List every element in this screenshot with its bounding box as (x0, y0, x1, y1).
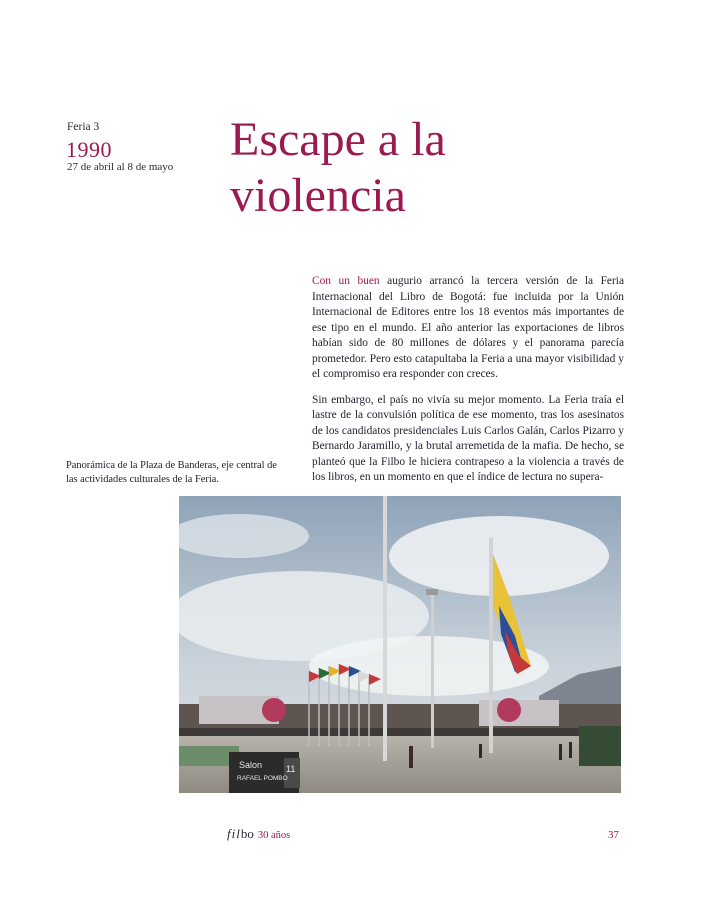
feria-number-label: Feria 3 (67, 121, 100, 133)
title-line-2: violencia (230, 169, 406, 222)
plaza-photo-illustration (179, 496, 621, 793)
plaza-photo (179, 496, 621, 793)
paragraph-1-text: augurio arrancó la tercera versión de la Feria Internacional del Libro de Bogotá: fue incluida por la Unión Internacional de Editores entre los 18 eventos más importantes de ese tipo en el mundo. El año anterior las exportaciones de libros habían sido de 80 millones de dólares y el panorama parecía prometedor. Pero esto catapultaba la Feria a una mayor visibilidad y el compromiso era responder con creces. (312, 275, 624, 380)
sign-salon-text: Salon (239, 760, 263, 770)
sign-room-name: RAFAEL POMBO (237, 775, 288, 782)
filbo-brand (227, 826, 290, 842)
brand-bo: bo (240, 826, 254, 841)
page-title (230, 112, 650, 224)
photo-caption: Panorámica de la Plaza de Banderas, eje central de las actividades culturales de la Feria. (66, 460, 277, 485)
lead-in: Con un buen (312, 275, 380, 287)
paragraph-1 (312, 274, 624, 383)
article-body (312, 274, 624, 496)
brand-anniversary: 30 años (257, 830, 291, 841)
brand-fil: fil (227, 826, 241, 841)
title-line-1: Escape a la (230, 113, 446, 166)
paragraph-2: Sin embargo, el país no vivía su mejor momento. La Feria traía el lastre de la convulsión política de ese momento, tras los asesinatos de los candidatos presidenciales Luis Carlos Galán, Carlos Pizarro y Bernardo Jaramillo, y la brutal arremetida de la mafia. De hecho, se planteó que la Filbo le hiciera contrapeso a la violencia a través de los libros, en un momento en que el índice de lectura no supera- (312, 393, 624, 483)
feria-year: 1990 (66, 137, 112, 162)
feria-dates: 27 de abril al 8 de mayo (67, 161, 174, 173)
page-number: 37 (608, 829, 619, 841)
sign-room-number: 11 (286, 764, 296, 774)
